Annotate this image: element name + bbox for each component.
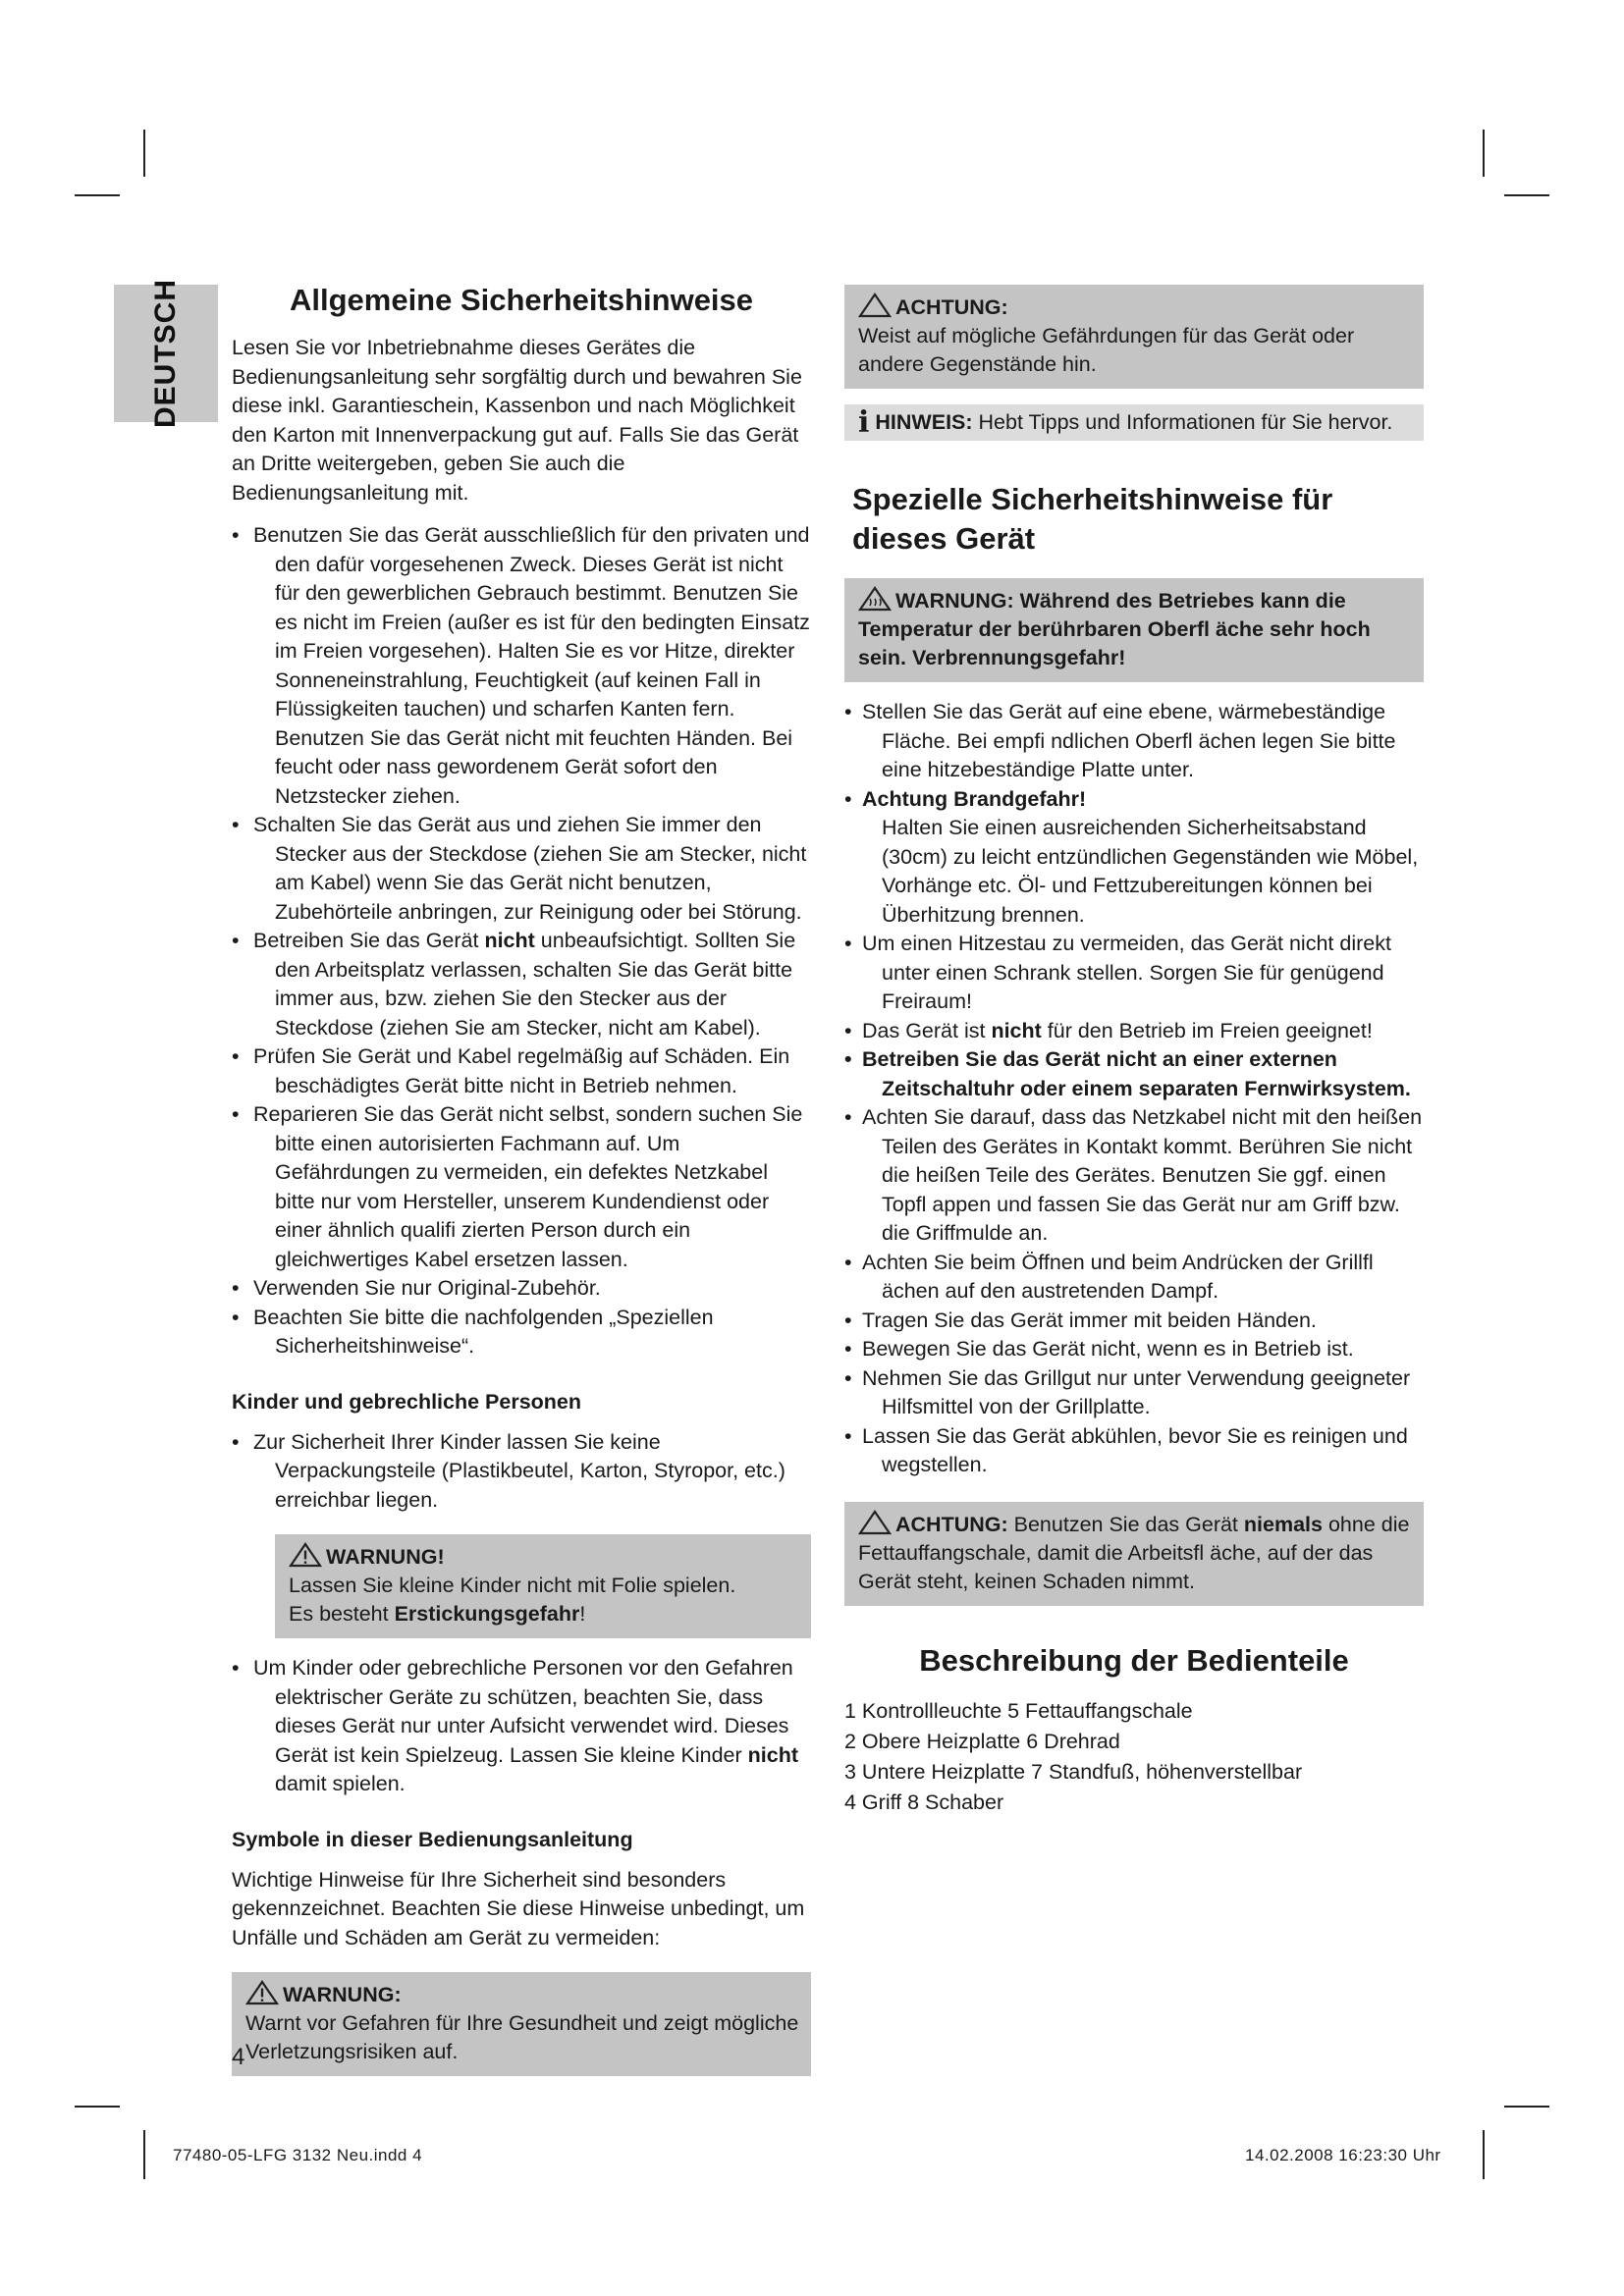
intro-paragraph: Lesen Sie vor Inbetriebnahme dieses Gerätes die Bedienungsanleitung sehr sorgfältig durch und bewahren Sie diese inkl. Garantieschein, Kassenbon und nach Möglichkeit den Karton mit Innenverpackung gut auf. Falls Sie das Gerät an Dritte weitergeben, geben Sie auch die Bedienungsanleitung mit. (232, 336, 802, 505)
list-item: • Betreiben Sie das Gerät nicht unbeaufsichtigt. Sollten Sie den Arbeitsplatz verlassen, schalten Sie das Gerät bitte immer aus, bzw. ziehen Sie den Stecker aus der Steckdose (ziehen Sie am Stecker, nicht am Kabel). (232, 927, 811, 1042)
footer-timestamp: 14.02.2008 16:23:30 Uhr (1245, 2146, 1441, 2164)
right-column (844, 285, 1424, 1818)
list-item: • Tragen Sie das Gerät immer mit beiden Händen. (844, 1307, 1424, 1336)
list-item: 2 Obere Heizplatte 6 Drehrad (844, 1729, 1120, 1753)
list-item: • Verwenden Sie nur Original-Zubehör. (232, 1274, 811, 1304)
caution-title: ACHTUNG: (895, 295, 1008, 319)
warning-title: WARNUNG! (326, 1545, 445, 1569)
warning-box-suffocation: WARNUNG! Lassen Sie kleine Kinder nicht mit Folie spielen. Es besteht Erstickungsgefahr! (275, 1534, 811, 1638)
warning-title: WARNUNG: (283, 1983, 402, 2006)
list-item: • Achtung Brandgefahr! Halten Sie einen ausreichenden Sicherheitsabstand (30cm) zu leicht entzündlichen Gegenständen wie Möbel, Vorhänge etc. Öl- und Fettzubereitungen können bei Überhitzung brennen. (844, 785, 1424, 931)
list-item: 1 Kontrollleuchte 5 Fettauffangschale (844, 1698, 1193, 1723)
list-item: 4 Griff 8 Schaber (844, 1789, 1004, 1814)
caution-text: Weist auf mögliche Gefährdungen für das Gerät oder andere Gegenstände hin. (858, 324, 1355, 376)
footer-file-info: 77480-05-LFG 3132 Neu.indd 4 (173, 2146, 423, 2164)
crop-mark (75, 194, 120, 196)
warning-box-hot-surface (844, 578, 1424, 682)
crop-mark (143, 2130, 145, 2179)
list-item: • Lassen Sie das Gerät abkühlen, bevor Sie es reinigen und wegstellen. (844, 1422, 1424, 1480)
crop-mark (1504, 2106, 1549, 2108)
left-column (232, 281, 811, 2092)
list-item: • Benutzen Sie das Gerät ausschließlich für den privaten und den dafür vorgesehenen Zweck. Dieses Gerät ist nicht für den gewerblichen Gebrauch bestimmt. Benutzen Sie es nicht im Freien (außer es ist für den bedingten Einsatz im Freien vorgesehen). Halten Sie es vor Hitze, direkter Sonneneinstrahlung, Feuchtigkeit (auf keinen Fall in Flüssigkeiten tauchen) und scharfen Kanten fern. Benutzen Sie das Gerät nicht mit feuchten Händen. Bei feucht oder nass gewordenem Gerät sofort den Netzstecker ziehen. (232, 521, 811, 811)
caution-triangle-icon (858, 293, 892, 318)
subheading-children: Kinder und gebrechliche Personen (232, 1389, 582, 1414)
warning-triangle-icon (289, 1542, 322, 1568)
crop-mark (1504, 194, 1549, 196)
list-item: • Zur Sicherheit Ihrer Kinder lassen Sie keine Verpackungsteile (Plastikbeutel, Karton, Styropor, etc.) erreichbar liegen. (232, 1428, 811, 1516)
list-item: • Um Kinder oder gebrechliche Personen vor den Gefahren elektrischer Geräte zu schützen, beachten Sie, dass dieses Gerät nur unter Aufsicht verwendet wird. Dieses Gerät ist kein Spielzeug. Lassen Sie kleine Kinder nicht damit spielen. (232, 1654, 811, 1799)
section-title-general-safety: Allgemeine Sicherheitshinweise (289, 283, 754, 317)
warning-text: Warnt vor Gefahren für Ihre Gesundheit und zeigt mögliche Verletzungsrisiken auf. (245, 2011, 799, 2063)
hot-surface-warning-icon (858, 586, 892, 612)
list-item: 3 Untere Heizplatte 7 Standfuß, höhenverstellbar (844, 1759, 1303, 1784)
crop-mark (75, 2106, 120, 2108)
list-item: • Reparieren Sie das Gerät nicht selbst, sondern suchen Sie bitte einen autorisierten Fachmann auf. Um Gefährdungen zu vermeiden, ein defektes Netzkabel bitte nur vom Hersteller, unserem Kundendienst oder einer ähnlich qualifi zierten Person durch ein gleichwertiges Kabel ersetzen lassen. (232, 1100, 811, 1274)
note-label: HINWEIS: (875, 410, 973, 434)
list-item: • Nehmen Sie das Grillgut nur unter Verwendung geeigneter Hilfsmittel von der Grillplatte. (844, 1364, 1424, 1422)
note-text: Hebt Tipps und Informationen für Sie hervor. (972, 410, 1393, 434)
safety-list (232, 521, 811, 1362)
list-item: • Prüfen Sie Gerät und Kabel regelmäßig auf Schäden. Ein beschädigtes Gerät bitte nicht in Betrieb nehmen. (232, 1042, 811, 1100)
list-item: • Stellen Sie das Gerät auf eine ebene, wärmebeständige Fläche. Bei empfi ndlichen Oberfl ächen legen Sie bitte eine hitzebeständige Platte unter. (844, 698, 1424, 785)
warning-text: WARNUNG: Während des Betriebes kann die Temperatur der berührbaren Oberfl äche sehr hoch sein. Verbrennungsgefahr! (858, 589, 1371, 669)
section-title-controls: Beschreibung der Bedienteile (919, 1642, 1349, 1678)
caution-box-symbol (844, 285, 1424, 389)
note-box (844, 404, 1424, 441)
crop-mark (1483, 130, 1485, 177)
info-icon: i (858, 405, 870, 440)
page-number: 4 (232, 2044, 245, 2070)
list-item: • Um einen Hitzestau zu vermeiden, das Gerät nicht direkt unter einen Schrank stellen. Sorgen Sie für genügend Freiraum! (844, 930, 1424, 1017)
caution-triangle-icon (858, 1510, 892, 1535)
list-item: • Schalten Sie das Gerät aus und ziehen Sie immer den Stecker aus der Steckdose (ziehen Sie am Stecker, nicht am Kabel) wenn Sie das Gerät nicht benutzen, Zubehörteile anbringen, zur Reinigung oder bei Störung. (232, 811, 811, 927)
special-safety-list (844, 698, 1424, 1480)
list-item: • Achten Sie darauf, dass das Netzkabel nicht mit den heißen Teilen des Gerätes in Kontakt kommt. Berühren Sie nicht die heißen Teile des Gerätes. Benutzen Sie ggf. einen Topfl appen und fassen Sie das Gerät nur am Griff bzw. die Griffmulde an. (844, 1103, 1424, 1249)
children-list (232, 1428, 811, 1516)
crop-mark (1483, 2130, 1485, 2179)
controls-list (844, 1696, 1424, 1818)
language-label: DEUTSCH (149, 278, 182, 429)
subheading-symbols: Symbole in dieser Bedienungsanleitung (232, 1827, 633, 1851)
caution-box-grease-tray: ACHTUNG: Benutzen Sie das Gerät niemals ohne die Fettauffangschale, damit die Arbeitsfl äche, auf der das Gerät steht, keinen Schaden nimmt. (844, 1502, 1424, 1606)
section-title-special-safety: Spezielle Sicherheitshinweise für dieses Gerät (852, 482, 1333, 556)
list-item: • Beachten Sie bitte die nachfolgenden „Speziellen Sicherheitshinweise“. (232, 1304, 811, 1362)
warning-triangle-icon (245, 1980, 279, 2005)
list-item: • Bewegen Sie das Gerät nicht, wenn es in Betrieb ist. (844, 1335, 1424, 1364)
list-item: • Das Gerät ist nicht für den Betrieb im Freien geeignet! (844, 1017, 1424, 1046)
warning-box-health (232, 1972, 811, 2076)
children-list-2 (232, 1654, 811, 1799)
list-item: • Betreiben Sie das Gerät nicht an einer externen Zeitschaltuhr oder einem separaten Fernwirksystem. (844, 1045, 1424, 1103)
crop-mark (143, 130, 145, 177)
list-item: • Achten Sie beim Öffnen und beim Andrücken der Grillfl ächen auf den austretenden Dampf. (844, 1249, 1424, 1307)
warning-text: Lassen Sie kleine Kinder nicht mit Folie spielen. (289, 1574, 736, 1597)
language-tab (114, 278, 218, 429)
symbols-paragraph: Wichtige Hinweise für Ihre Sicherheit sind besonders gekennzeichnet. Beachten Sie diese Hinweise unbedingt, um Unfälle und Schäden am Gerät zu vermeiden: (232, 1867, 805, 1949)
